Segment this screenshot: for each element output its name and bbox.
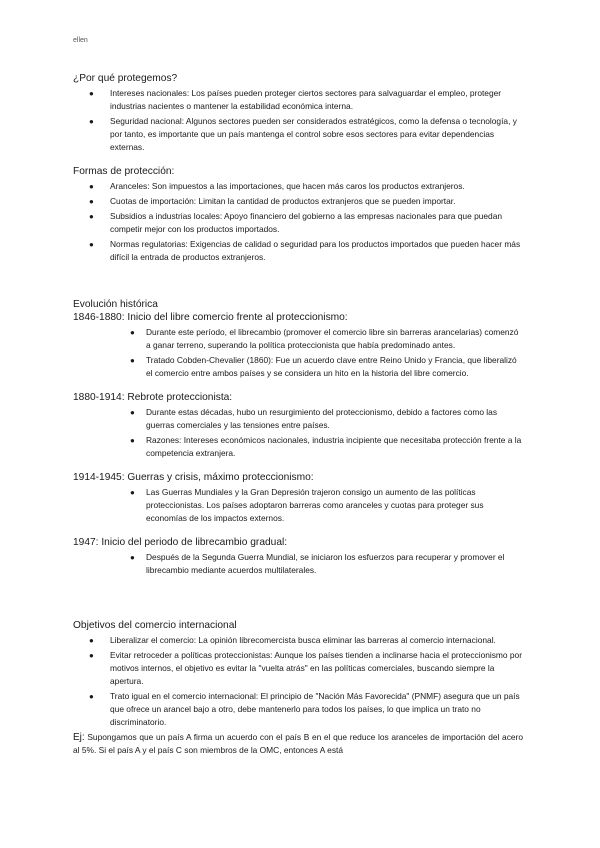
list-item: ● Intereses nacionales: Los países pueden proteger ciertos sectores para salvaguardar el empleo, proteger industrias nacientes o mantener la estabilidad económica interna. (89, 88, 502, 111)
bullet-icon: ● (89, 692, 94, 701)
objectives-list (73, 634, 523, 729)
period-list (73, 551, 523, 577)
bullet-icon: ● (89, 197, 94, 206)
bullet-icon: ● (130, 408, 135, 417)
bullet-icon: ● (89, 240, 94, 249)
section-why-protect (73, 72, 523, 154)
header-label: ellen (73, 37, 88, 44)
list-item: ● Liberalizar el comercio: La opinión librecomercista busca eliminar las barreras al comercio internacional. (89, 635, 496, 645)
list-item: ● Trato igual en el comercio internacional: El principio de "Nación Más Favorecida" (PNMF) asegura que un país que ofrece un arancel bajo a otro, debe mantenerlo para todos los países, lo que implica un trato no discriminatorio. (89, 691, 520, 727)
section-title-why: ¿Por qué protegemos? (73, 73, 178, 84)
list-item: ● Tratado Cobden-Chevalier (1860): Fue un acuerdo clave entre Reino Unido y Francia, que liberalizó el comercio entre ambos países y se considera un hito en la historia del libre comercio. (130, 355, 517, 378)
bullet-icon: ● (89, 182, 94, 191)
list-item: ● Normas regulatorias: Exigencias de calidad o seguridad para los productos importados que pueden hacer más difícil la entrada de productos extranjeros. (89, 239, 521, 262)
why-list (73, 87, 523, 154)
bullet-icon: ● (130, 356, 135, 365)
list-item: ● Subsidios a industrias locales: Apoyo financiero del gobierno a las empresas nacionales para que puedan competir mejor con los productos importados. (89, 211, 503, 234)
list-item: ● Evitar retroceder a políticas proteccionistas: Aunque los países tienden a inclinarse hacia el proteccionismo por motivos internos, el objetivo es evitar la "vuelta atrás" en las políticas comerciales, buscando siempre la apertura. (89, 650, 522, 686)
bullet-icon: ● (130, 553, 135, 562)
bullet-icon: ● (130, 488, 135, 497)
example-text: Supongamos que un país A firma un acuerdo con el país B en el que reduce los aranceles de importación del acero al 5%. Si el país A y el país C son miembros de la OMC, entonces A está (73, 732, 523, 755)
period-heading: 1947: Inicio del periodo de librecambio gradual: (73, 537, 288, 548)
list-item: ● Las Guerras Mundiales y la Gran Depresión trajeron consigo un aumento de las políticas proteccionistas. Los países adoptaron barreras como aranceles y cuotas para proteger sus economías de los impactos externos. (130, 487, 484, 523)
period-heading: 1880-1914: Rebrote proteccionista: (73, 392, 233, 403)
section-title-evolution: Evolución histórica (73, 299, 158, 310)
example-paragraph (73, 731, 523, 757)
section-title-objectives: Objetivos del comercio internacional (73, 620, 237, 631)
bullet-icon: ● (130, 436, 135, 445)
forms-list (73, 180, 523, 264)
bullet-icon: ● (89, 651, 94, 660)
list-item: ● Seguridad nacional: Algunos sectores pueden ser considerados estratégicos, como la defensa o tecnología, y por tanto, es importante que un país mantenga el control sobre esos sectores para evitar dependencias externas. (89, 116, 517, 152)
period-heading: 1914-1945: Guerras y crisis, máximo proteccionismo: (73, 472, 314, 483)
list-item: ● Durante este período, el librecambio (promover el comercio libre sin barreras arancelarias) comenzó a ganar terreno, superando la política proteccionista que había predominado antes. (130, 327, 519, 350)
bullet-icon: ● (89, 117, 94, 126)
section-objectives (73, 619, 523, 757)
section-forms-protection (73, 165, 523, 264)
period-list (73, 326, 523, 380)
section-evolution (73, 298, 523, 577)
bullet-icon: ● (89, 212, 94, 221)
list-item: ● Aranceles: Son impuestos a las importaciones, que hacen más caros los productos extranjeros. (89, 181, 465, 191)
period-list (73, 406, 523, 460)
period-heading: 1846-1880: Inicio del libre comercio frente al proteccionismo: (73, 312, 348, 323)
bullet-icon: ● (89, 636, 94, 645)
period-list (73, 486, 523, 525)
list-item: ● Después de la Segunda Guerra Mundial, se iniciaron los esfuerzos para recuperar y promover el librecambio mediante acuerdos multilaterales. (130, 552, 505, 575)
section-title-forms: Formas de protección: (73, 166, 175, 177)
example-label: Ej: (73, 732, 85, 743)
list-item: ● Durante estas décadas, hubo un resurgimiento del proteccionismo, debido a factores como las guerras comerciales y las tensiones entre países. (130, 407, 498, 430)
list-item: ● Razones: Intereses económicos nacionales, industria incipiente que necesitaba protección frente a la competencia extranjera. (130, 435, 522, 458)
bullet-icon: ● (89, 89, 94, 98)
list-item: ● Cuotas de importación: Limitan la cantidad de productos extranjeros que se pueden importar. (89, 196, 456, 206)
bullet-icon: ● (130, 328, 135, 337)
